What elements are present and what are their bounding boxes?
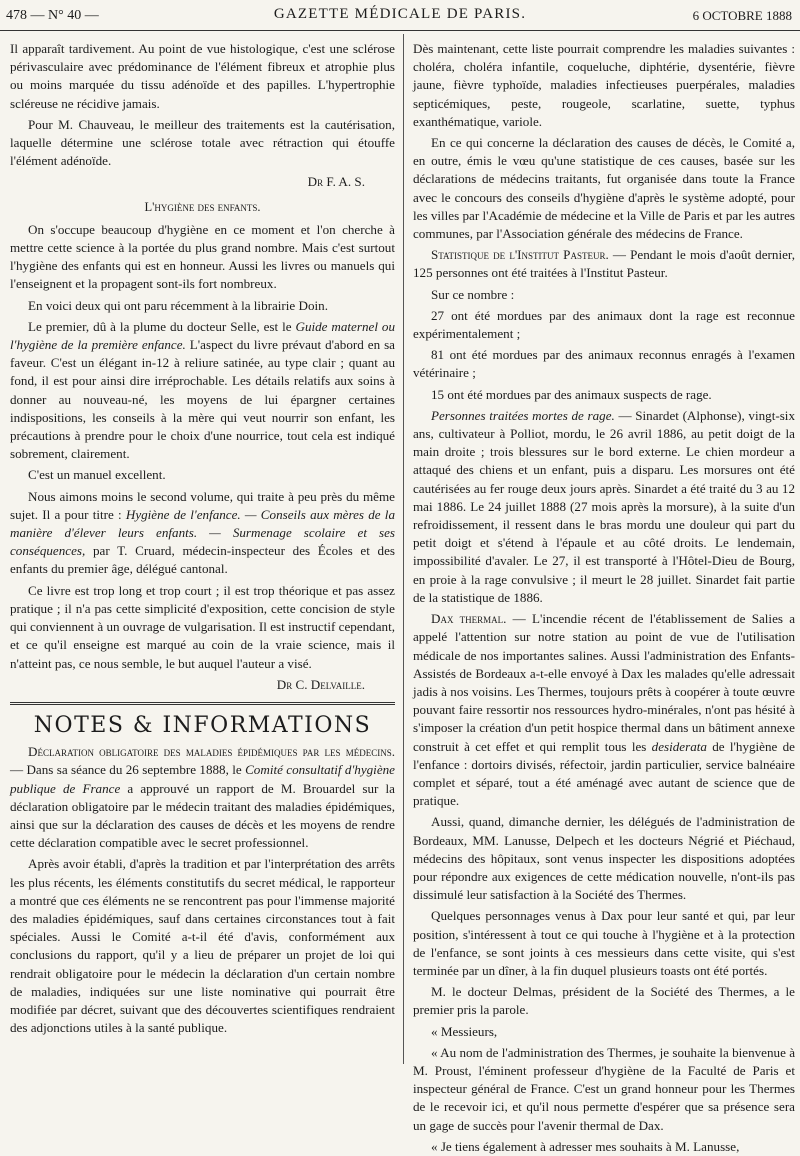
notes-heading: NOTES & INFORMATIONS bbox=[33, 712, 372, 738]
text-run: — Dans sa séance du 26 septembre 1888, le bbox=[10, 762, 246, 778]
paragraph: « Au nom de l'administration des Thermes, je souhaite la bienvenue à M. Proust, l'éminent professeur d'hygiène de la Faculté de Paris et inspecteur général de France. C'est un grand honneur pour les Thermes de le recevoir ici, et qu'il nous permette d'espérer que sa présence sera un gage de succès pour l'avenir thermal de Dax. bbox=[413, 1044, 795, 1133]
paragraph: Aussi, quand, dimanche dernier, les délégués de l'administration de Bordeaux, MM. Lanusse, Delpech et les docteurs Négrié et Piéchaud, médecins des hôpitaux, sont venus inspecter les dispositions adoptées pour répondre aux exigences de cette médication nouvelle, n'ont-ils pas dissimulé leur satisfaction à la Société des Thermes. bbox=[413, 814, 795, 903]
paragraph: Ce livre est trop long et trop court ; il est trop théorique et pas assez pratique ; il n'a pas cette simplicité d'exposition, cette concision de style qui conviennent à un ouvrage de vulgarisation. Il est instructif cependant, et ce qu'il enseigne est marqué au coin de la vraie science, mais il n'atteint pas, ce nous semble, le but auquel l'auteur a visé. bbox=[10, 582, 395, 671]
paragraph: 81 ont été mordues par des animaux reconnus enragés à l'examen vétérinaire ; bbox=[413, 347, 795, 381]
text-run: a approuvé un rapport de M. Brouardel sur la déclaration obligatoire par le médecin traitant des maladies épidémiques, ainsi que sur la déclaration des causes de décès et les moyens de rendre cette déclaration compatible avec le secret professionnel. bbox=[10, 780, 395, 851]
right-column bbox=[413, 40, 796, 1154]
author-signature: Dr C. Delvaille. bbox=[276, 676, 365, 692]
author-signature: Dr F. A. S. bbox=[307, 174, 365, 190]
paragraph: Quelques personnages venus à Dax pour leur santé et qui, par leur position, s'intéressent à tout ce qui touche à l'hygiène et à la protection de l'enfance, se sont joints à ces messieurs dans cette visite, qui s'est terminée par un dîner, à la fin duquel plusieurs toasts ont été portés. bbox=[413, 908, 795, 978]
text-run: Le premier, dû à la plume du docteur Selle, est le bbox=[28, 318, 296, 334]
item-lead: Dax thermal. bbox=[431, 611, 507, 627]
text-run: par T. Cruard, médecin-inspecteur des Écoles et des enfants du premier âge, délégué cantonal. bbox=[10, 543, 395, 577]
text-run: Nous aimons moins le second volume, qui traite à peu près du même sujet. Il a pour titre : bbox=[10, 488, 395, 522]
paragraph: « Messieurs, bbox=[431, 1023, 498, 1039]
paragraph: En ce qui concerne la déclaration des causes de décès, le Comité a, en outre, émis le vœu qu'une statistique de ces causes, basée sur les déclarations de médecins traitants, fut organisée dans toute la France avec le concours des conseils d'hygiène d'après le système adopté, pour les villes par l'Académie de médecine et la Ville de Paris et par les autres communes, par l'Association générale des médecins de France. bbox=[413, 135, 795, 242]
paragraph: Pour M. Chauveau, le meilleur des traitements est la cautérisation, laquelle détermine une sclérose totale avec rétraction qui étouffe l'élément adénoïde. bbox=[10, 116, 395, 169]
journal-title: GAZETTE MÉDICALE DE PARIS. bbox=[273, 6, 527, 22]
item-lead: Déclaration obligatoire des maladies épidémiques par les médecins. bbox=[28, 744, 395, 760]
book-title: Guide maternel ou l'hygiène de la première enfance. bbox=[10, 318, 395, 353]
text-run: — L'incendie récent de l'établissement de Salies a appelé l'attention sur notre station au point de vue de l'utilisation médicale de nos importantes salines. Aussi l'administration des Enfants-Assistés de Bordeaux a-t-elle envoyé à Dax les malades qu'elle adressait jadis à nos voisins. Les Thermes, toujours prêts à coopérer à toute œuvre pouvant faire ressortir nos ressources hydro-minérales, n'ont pas hésité à s'imposer la création d'un petit hospice thermal dans un bâtiment annexe construit à cet effet et qui remplit tous les bbox=[413, 611, 796, 754]
book-title: Hygiène de l'enfance. — Conseils aux mères de la manière d'élever leurs enfants. — Surmenage scolaire et ses conséquences, bbox=[10, 506, 395, 559]
text-run: de l'hygiène de l'enfance : dortoirs divisés, réfectoir, jardin particulier, service balnéaire complet et séparé, tout a été aménagé avec autant de science que de pratique. bbox=[413, 738, 795, 809]
item-lead: Statistique de l'Institut Pasteur. bbox=[431, 247, 609, 263]
italic-run: Comité consultatif d'hygiène publique de France bbox=[10, 762, 395, 796]
italic-run: Personnes traitées mortes de rage. bbox=[431, 407, 615, 423]
paragraph: « Je tiens également à adresser mes souhaits à M. Lanusse, bbox=[431, 1138, 740, 1154]
paragraph bbox=[10, 318, 395, 464]
page-header bbox=[0, 0, 800, 31]
section-heading: L'hygiène des enfants. bbox=[144, 199, 261, 214]
paragraph: Dès maintenant, cette liste pourrait comprendre les maladies suivantes : choléra, choléra infantile, coqueluche, diphtérie, dysentérie, fièvre jaune, fièvre typhoïde, maladies infectieuses puerpérales, maladies septicémiques, peste, rougeole, scarlatine, suette, typhus exanthématique, variole. bbox=[413, 41, 795, 129]
paragraph bbox=[413, 407, 795, 607]
column-divider bbox=[403, 34, 404, 1064]
paragraph bbox=[10, 488, 395, 579]
paragraph: 15 ont été mordues par des animaux suspects de rage. bbox=[431, 386, 712, 402]
paragraph: On s'occupe beaucoup d'hygiène en ce moment et l'on cherche à mettre cette science à la portée du plus grand nombre. Mais c'est surtout l'hygiène des enfants qui est en honneur. Aussi les livres ou manuels qui l'enseignent et la propagent sont-ils fort nombreux. bbox=[10, 221, 395, 292]
paragraph: Il apparaît tardivement. Au point de vue histologique, c'est une sclérose périvasculaire avec prédominance de l'élément fibreux et atrophie plus ou moins marquée du tissu adénoïde et des papilles. L'hypertrophie scléreuse ne récidive jamais. bbox=[10, 41, 395, 111]
text-run: L'aspect du livre prévaut d'abord en sa faveur. C'est un élégant in-12 à reliure satinée, au type clair ; quant au fond, il est pour ainsi dire irréprochable. Les détails relatifs aux soins à donner au nouveau-né, les moyens de lui épargner certaines indispositions, les conseils à la mère qui veut nourrir son enfant, les précautions à prendre pour le choix d'une nourrice, tout cela est indiqué sobrement, clairement. bbox=[10, 337, 395, 462]
paragraph: En voici deux qui ont paru récemment à la librairie Doin. bbox=[28, 297, 328, 313]
text-run: — Pendant le mois d'août dernier, 125 personnes ont été traitées à l'Institut Pasteur. bbox=[413, 247, 796, 281]
section-rule bbox=[10, 702, 395, 705]
paragraph: Sur ce nombre : bbox=[431, 286, 515, 302]
paragraph bbox=[413, 610, 795, 810]
text-run: — Sinardet (Alphonse), vingt-six ans, cultivateur à Polliot, mordu, le 26 avril 1886, au petit doigt de la main droite ; trois blessures sur le bord externe. Le chien mordeur a attaqué des chiens et un enfant, puis a disparu. Les morsures ont été cautérisées au fer rouge deux jours après. Sinardet a été traité du 3 au 12 mai 1886. Le 24 juillet 1888 (27 mois après la morsure), à la suite d'un refroidissement, il ressent dans le bras mordu une douleur qui part du petit doigt et s'étend à l'épaule et au côté droits. Le lendemain, impossibilité d'avaler. Le 27, il est transporté à l'Hôtel-Dieu de Bourg, en proie à la rage convulsive ; il meurt le 28 juillet. Sinardet fait partie de la statistique de 1886. bbox=[413, 407, 795, 605]
italic-run: desiderata bbox=[651, 738, 707, 754]
paragraph bbox=[413, 246, 795, 282]
left-column bbox=[10, 40, 395, 1065]
paragraph: M. le docteur Delmas, président de la Société des Thermes, a le premier pris la parole. bbox=[413, 984, 795, 1018]
paragraph: 27 ont été mordues par des animaux dont la rage est reconnue expérimentalement ; bbox=[413, 307, 795, 342]
paragraph bbox=[10, 743, 395, 852]
issue-date: 6 OCTOBRE 1888 bbox=[692, 8, 792, 23]
paragraph: Après avoir établi, d'après la tradition et par l'interprétation des arrêts les plus récents, les éléments constitutifs du secret médical, le rapporteur a montré que ces éléments ne se rencontrent pas pour l'immense majorité des maladies épidémiques, sauf dans certaines circonstances tout à fait spéciales. Aussi le Comité a-t-il été d'avis, conformément aux conclusions du rapport, qu'il y a lieu de préparer un projet de loi qui rendrait obligatoire pour le médecin la déclaration d'un certain nombre de maladies, indiquées sur une liste nominative qui pourrait être modifiée par décret, suivant que des découvertes scientifiques rendraient des adjonctions utiles à la santé publique. bbox=[10, 856, 395, 1036]
paragraph: C'est un manuel excellent. bbox=[28, 467, 166, 483]
page-number: 478 — N° 40 — bbox=[6, 8, 99, 23]
